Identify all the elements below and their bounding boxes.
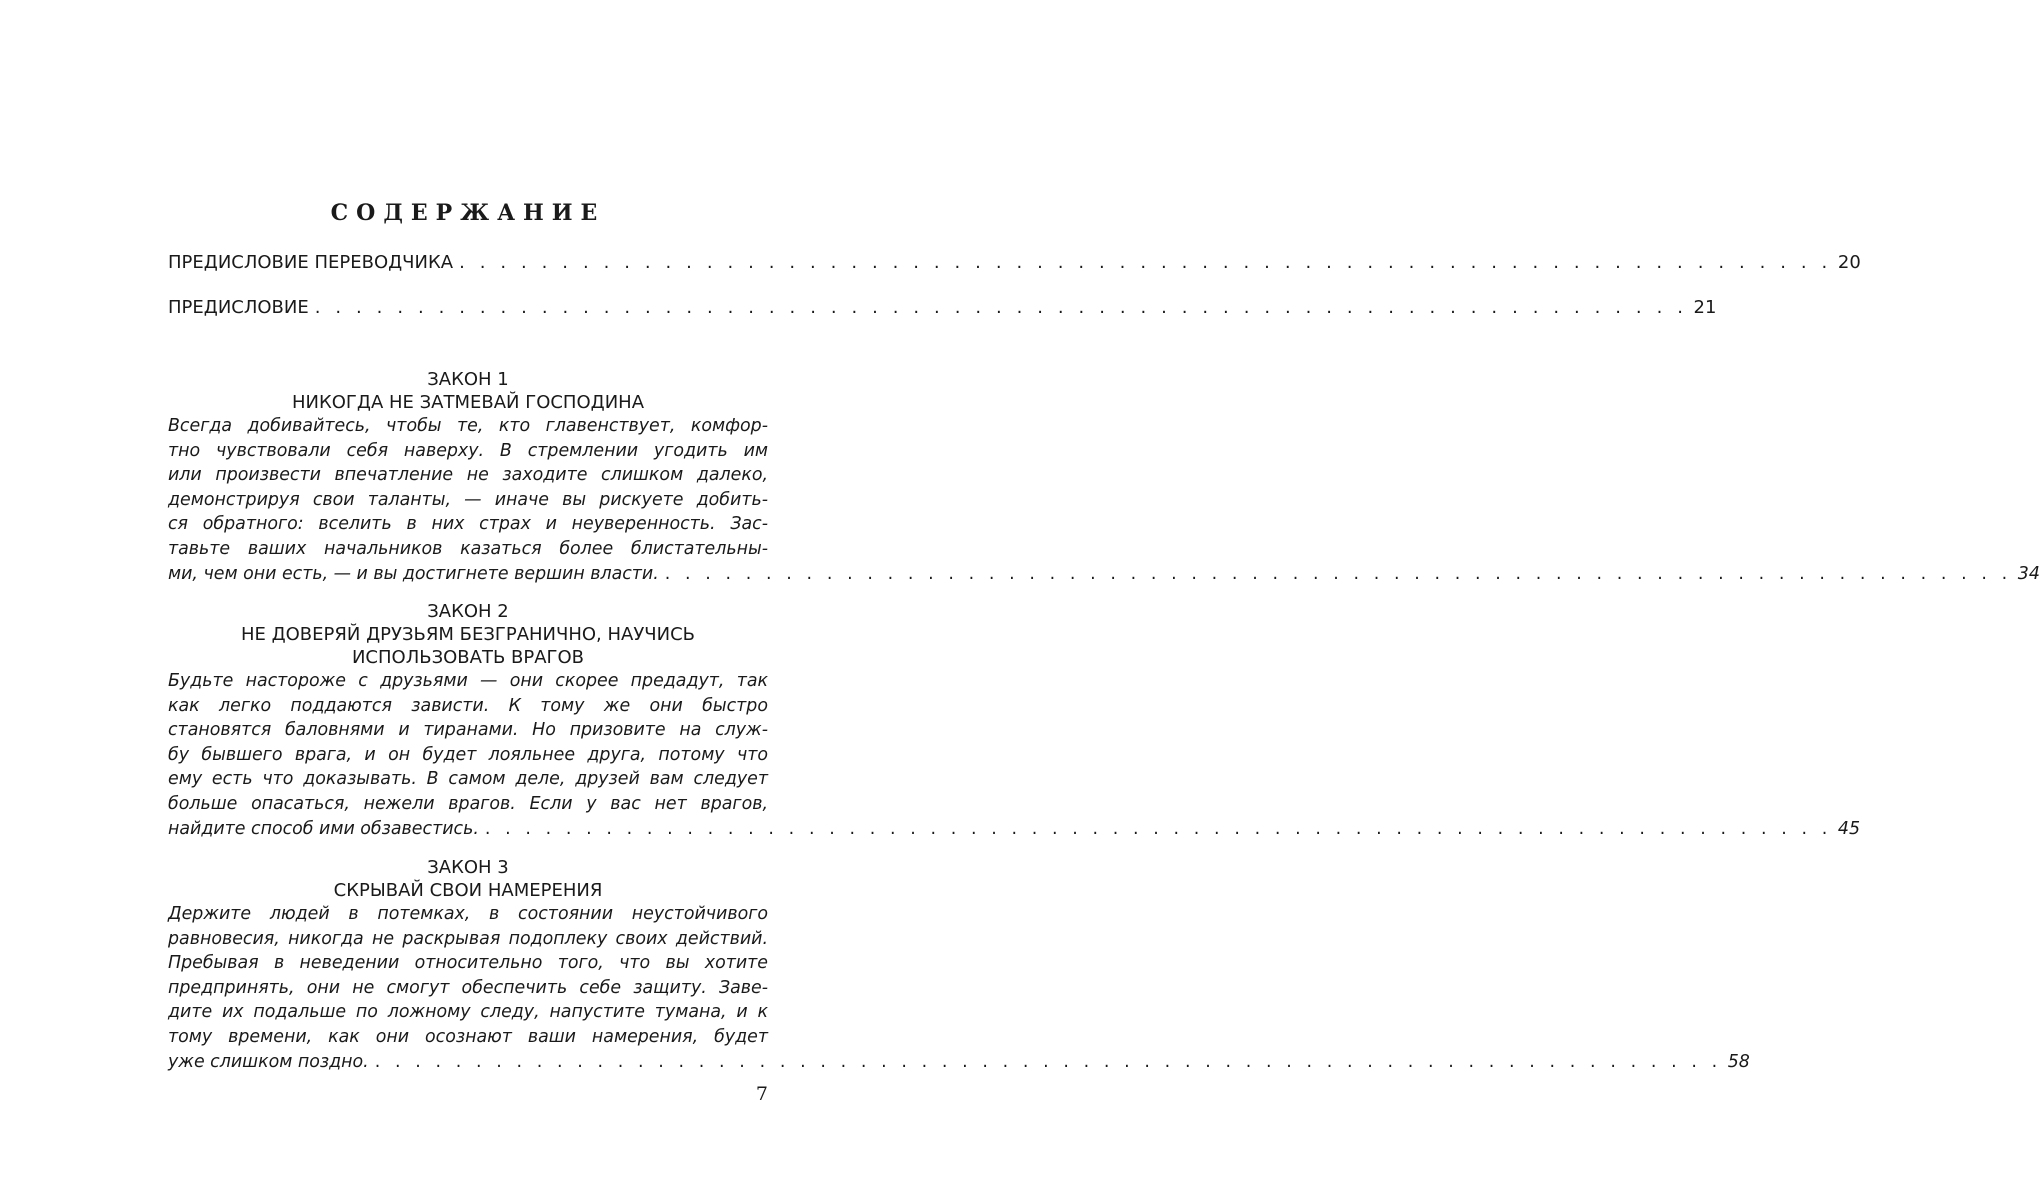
- description-line: равновесия, никогда не раскрывая подоплеку своих действий.: [168, 928, 768, 949]
- description-line: больше опасаться, нежели врагов. Если у вас нет врагов,: [168, 793, 768, 814]
- page-number: 7: [755, 1083, 768, 1105]
- description-line: Всегда добивайтесь, чтобы те, кто главенствует, комфор-: [168, 416, 768, 436]
- description-line: ся обратного: вселить в них страх и неуверенность. Зас-: [168, 514, 768, 535]
- description-line: демонстрируя свои таланты, — иначе вы рискуете добить-: [168, 489, 768, 510]
- description-last-line: [168, 562, 2040, 587]
- dot-leader: . . . . . . . . . . . . . . . . . . . . . . . . . . . . . . . . . . . . . . . . . . . . . . . . . . . . . . . . . . . . . . . . . . .: [314, 297, 1688, 318]
- description-line: как легко поддаются зависти. К тому же они быстро: [168, 695, 768, 716]
- law-description: [168, 669, 1861, 841]
- description-line: найдите способ ими обзавестись.: [168, 818, 479, 839]
- law-page-number: 45: [1837, 818, 1861, 839]
- law-title: ИСПОЛЬЗОВАТЬ ВРАГОВ: [351, 647, 585, 668]
- law-title: НИКОГДА НЕ ЗАТМЕВАЙ ГОСПОДИНА: [291, 392, 645, 413]
- description-line: Пребывая в неведении относительно того, что вы хотите: [168, 953, 768, 974]
- law-entry-2: [168, 600, 1861, 841]
- toc-entry-page: 20: [1837, 252, 1861, 273]
- dot-leader: . . . . . . . . . . . . . . . . . . . . . . . . . . . . . . . . . . . . . . . . . . . . . . . . . . . . . . . . . . . . . . . . . . .: [484, 818, 1832, 839]
- law-entry-3: [168, 856, 1750, 1074]
- toc-entry-title: ПРЕДИСЛОВИЕ: [168, 297, 309, 318]
- description-line: дите их подальше по ложному следу, напустите тумана, и к: [168, 1002, 768, 1023]
- description-line: ему есть что доказывать. В самом деле, друзей вам следует: [168, 769, 768, 790]
- description-line: или произвести впечатление не заходите слишком далеко,: [168, 465, 768, 486]
- toc-entry-title: ПРЕДИСЛОВИЕ ПЕРЕВОДЧИКА: [168, 252, 454, 273]
- description-last-line: [168, 817, 1861, 842]
- description-line: Будьте настороже с друзьями — они скорее предадут, так: [168, 671, 768, 691]
- description-last-line: [168, 1050, 1750, 1075]
- law-title: НЕ ДОВЕРЯЙ ДРУЗЬЯМ БЕЗГРАНИЧНО, НАУЧИСЬ: [240, 624, 696, 645]
- law-entry-1: [168, 368, 2040, 586]
- dot-leader: . . . . . . . . . . . . . . . . . . . . . . . . . . . . . . . . . . . . . . . . . . . . . . . . . . . . . . . . . . . . . . . . . . .: [459, 252, 1832, 273]
- description-line: тому времени, как они осознают ваши намерения, будет: [168, 1026, 768, 1047]
- description-line: тно чувствовали себя наверху. В стремлении угодить им: [168, 440, 768, 461]
- description-line: тавьте ваших начальников казаться более блистательны-: [168, 538, 768, 559]
- dot-leader: . . . . . . . . . . . . . . . . . . . . . . . . . . . . . . . . . . . . . . . . . . . . . . . . . . . . . . . . . . . . . . . . . . .: [374, 1051, 1722, 1072]
- description-line: ми, чем они есть, — и вы достигнете вершин власти.: [168, 563, 659, 584]
- description-line: становятся баловнями и тиранами. Но призовите на служ-: [168, 720, 768, 741]
- toc-entry-translator-preface: [168, 252, 1861, 273]
- law-description: [168, 902, 1750, 1074]
- dot-leader: . . . . . . . . . . . . . . . . . . . . . . . . . . . . . . . . . . . . . . . . . . . . . . . . . . . . . . . . . . . . . . . . . . .: [664, 563, 2012, 584]
- contents-page: [168, 0, 2040, 1200]
- toc-entry-preface: [168, 297, 1717, 318]
- page-title: СОДЕРЖАНИЕ: [330, 200, 606, 226]
- description-line: бу бывшего врага, и он будет лояльнее друга, потому что: [168, 744, 768, 765]
- law-number: ЗАКОН 2: [427, 601, 509, 622]
- law-title: СКРЫВАЙ СВОИ НАМЕРЕНИЯ: [333, 880, 603, 901]
- description-line: предпринять, они не смогут обеспечить себе защиту. Заве-: [168, 977, 768, 998]
- description-line: уже слишком поздно.: [168, 1051, 369, 1072]
- law-page-number: 34: [2017, 563, 2040, 584]
- law-number: ЗАКОН 3: [427, 857, 509, 878]
- law-number: ЗАКОН 1: [427, 369, 509, 390]
- toc-entry-page: 21: [1693, 297, 1717, 318]
- description-line: Держите людей в потемках, в состоянии неустойчивого: [168, 904, 768, 924]
- law-description: [168, 414, 2040, 586]
- law-page-number: 58: [1727, 1051, 1750, 1072]
